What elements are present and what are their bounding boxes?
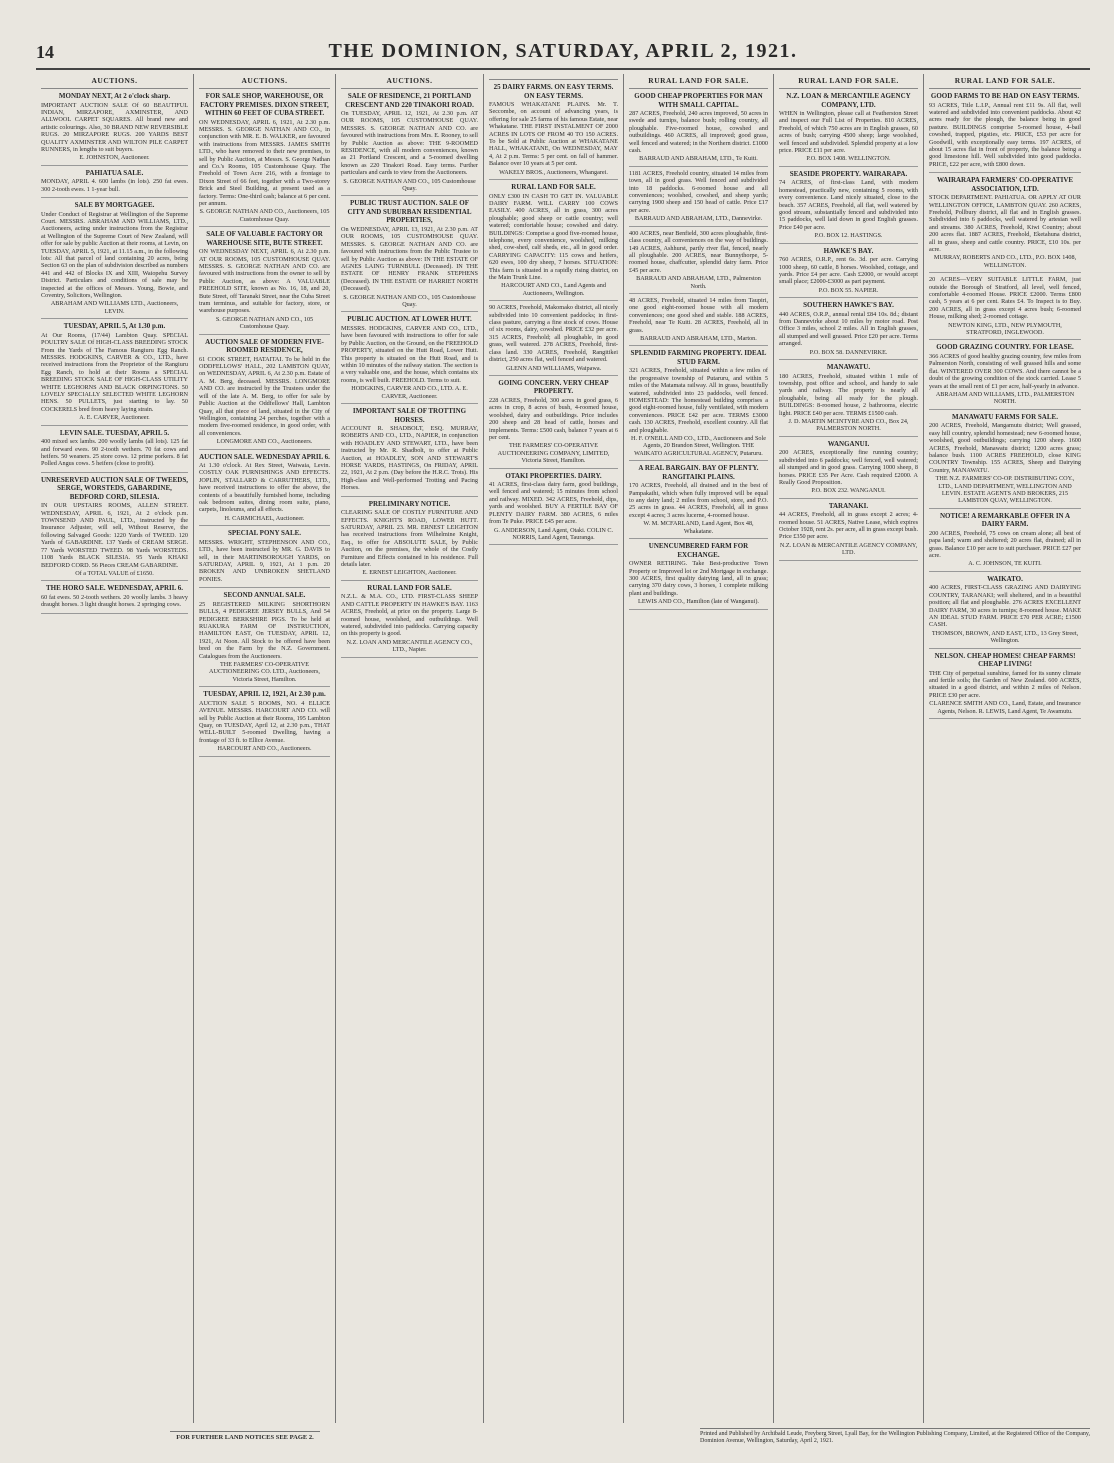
masthead (36, 40, 1090, 66)
advertisement (41, 584, 188, 613)
advertisement (929, 652, 1081, 719)
ad-signature: LONGMORE AND CO., Auctioneers. (216, 438, 313, 446)
ad-body: 228 ACRES, Freehold, 300 acres in good grass, 6 acres in crop, 8 acres of bush, 4-roomed house, woolshed, dairy and outbuildings. Price includes 200 sheep and 28 head of cattle, horses and implements. Terms: £500 cash, balance 7 years at 6 per cent. (489, 396, 618, 441)
column-heading: AUCTIONS. (341, 74, 478, 89)
advertisement (929, 343, 1081, 409)
advertisement (341, 199, 478, 312)
ad-title: NELSON. CHEAP HOMES! CHEAP FARMS! CHEAP LIVING! (934, 651, 1076, 669)
ad-body: 61 COOK STREET, HATAITAI. To be held in the ODDFELLOWS' HALL, 202 LAMBTON QUAY, on WEDNESDAY, APRIL 6, At 2.30 p.m. Estate of A. M. Berg, deceased. MESSRS. LONGMORE AND CO. are instructed by the Trustees under the will of the late A. M. Berg, to offer for sale by Public Auction at the Oddfellows' Hall, Lambton Quay, all that piece of land, situated in the City of Wellington, containing 24 perches, together with a modern five-roomed residence, in good order, with all conveniences. (199, 355, 330, 437)
ad-signature: H. F. O'NEILL AND CO., LTD., Auctioneers and Sole Agents, 20 Brandon Street, Wellington. THE WAIKATO AGRICULTURAL AGENCY, Putaruru. (631, 435, 766, 457)
advertisement (199, 92, 330, 227)
ad-body: At Our Rooms, (17/44) Lambton Quay. SPECIAL POULTRY SALE Of HIGH-CLASS BREEDING STOCK From the Yards of The Famous Rangiuru Egg Ranch. MESSRS. HODGKINS, CARVER & CO., LTD., have received instructions from the Proprietor of the Rangiuru Egg Ranch, to hold at their Rooms a SPECIAL BREEDING STOCK SALE OF HIGH-CLASS UTILITY WHITE LEGHORNS AND BLACK ORPINGTONS. 50 LOVELY SPECIALLY SELECTED WHITE LEGHORN HENS. 50 PULLETS, just starting to lay. 50 COCKERELS bred from heavy laying strain. (41, 331, 188, 413)
advertisement (779, 170, 918, 244)
ad-body: ONLY £300 IN CASH TO GET IN. VALUABLE DAIRY FARM. WILL CARRY 100 COWS EASILY. 400 ACRES, all in grass, 300 acres ploughable; good sheep or cattle country; well watered; comfortable house; cowshed and dairy. BUILDINGS: Comprise a good five-roomed house, telephone, every convenience, woolshed, milking shed, cow-shed, calf sheds, etc., all in good order. CARRYING CAPACITY: 115 cows and heifers, 620 ewes, 100 dry sheep, 7 horses. SITUATION: This farm is situated in a rapidly rising district, on the Main Trunk Line. (489, 192, 618, 282)
ad-title: PUBLIC AUCTION. AT LOWER HUTT. (347, 315, 472, 324)
ad-body: 400 ACRES, FIRST-CLASS GRAZING AND DAIRYING COUNTRY, TARANAKI; well sheltered, and in a beautiful position; all flat and ploughable. 276 ACRES EXCELLENT DAIRY FARM, 30 acres in turnips; 8-roomed house. MAKE AN IDEAL STUD FARM. PRICE £70 PER ACRE; £1500 CASH. (929, 584, 1081, 629)
column-2 (194, 74, 336, 1423)
advertisement (779, 92, 918, 167)
ad-body: ON WEDNESDAY, APRIL 6, 1921, At 2.30 p.m. MESSRS. S. GEORGE NATHAN AND CO., in conjunction with MR. E. B. WALKER, are favoured with instructions from MESSRS. JAMES SMITH LTD., who have removed to their new premises, to sell by Public Auction, at Messrs. S. George Nathan and Co.'s Rooms, 105 Customhouse Quay. The Freehold of Town Acre 216, with a frontage to Dixon Street of 66 feet, together with a Two-storey Brick and Steel Building, at present used as a factory. Terms: One-third cash; balance at 6 per cent. per annum. (199, 118, 330, 207)
ad-signature: THE N.Z. FARMERS' CO-OP. DISTRIBUTING COY., LTD., LAND DEPARTMENT, WELLINGTON AND LEVIN. ESTATE AGENTS AND BROKERS, 215 LAMBTON QUAY, WELLINGTON. (935, 475, 1075, 505)
advertisement (41, 169, 188, 198)
imprint: Printed and Published by Archibald Leude, Freyberg Street, Lyall Bay, for the Wellington Publishing Company, Limited, at the Registered Office of the Company, Dominion Avenue, Wellington, Saturday, April 2, 1921. (700, 1428, 1090, 1445)
ad-signature: THE FARMERS' CO-OPERATIVE AUCTIONEERING COMPANY, LIMITED, Victoria Street, Hamilton. (497, 442, 610, 465)
ad-signature: S. GEORGE NATHAN AND CO., 105 Customhouse Quay. (343, 293, 476, 309)
advertisement (341, 92, 478, 196)
ad-body: 41 ACRES, first-class dairy farm, good buildings, well fenced and watered; 15 minutes from school and railway. MIXED. 342 ACRES, Freehold, dips, yards and woolshed. BUY A FERTILE BAY OF PLENTY DAIRY FARM. 380 ACRES, 6 miles from Te Puke. PRICE £45 per acre. (489, 481, 618, 526)
advertisement (341, 584, 478, 658)
ad-body: MESSRS. HODGKINS, CARVER AND CO., LTD., have been favoured with instructions to offer for sale by Public Auction, on the Ground, on the FREEHOLD PROPERTY, situated on the Hutt Road, Lower Hutt. This property is situated on the Hutt Road, and is within 10 minutes of the railway station. The section is a very valuable one, and the house, which contains six rooms, is well built. FREEHOLD. Terms to suit. (341, 324, 478, 384)
advertisement (929, 413, 1081, 509)
further-notices-note: FOR FURTHER LAND NOTICES SEE PAGE 2. (170, 1431, 320, 1441)
ad-signature: P.O. BOX 232. WANGANUI. (811, 487, 886, 495)
advertisement (489, 304, 618, 376)
ad-title: NOTICE! A REMARKABLE OFFER IN A DAIRY FARM. (939, 511, 1071, 529)
ad-title: TARANAKI. (828, 501, 869, 510)
ad-title: A REAL BARGAIN. BAY OF PLENTY. RANGITAIKI PLAINS. (638, 464, 759, 481)
advertisement (929, 512, 1081, 572)
ad-title: WAIKATO. (987, 574, 1023, 583)
column-heading: AUCTIONS. (199, 74, 330, 89)
advertisement (199, 453, 330, 527)
advertisement (41, 92, 188, 166)
ad-title: MANAWATU. (826, 363, 871, 372)
advertisement (199, 690, 330, 756)
ad-signature: P.O. BOX 58. DANNEVIRKE. (809, 348, 888, 356)
page-number: 14 (36, 42, 54, 62)
advertisement (629, 170, 768, 227)
ad-signature: WAKELY BROS., Auctioneers, Whangarei. (499, 168, 608, 176)
column-3 (336, 74, 484, 1423)
ad-title: GOING CONCERN. VERY CHEAP PROPERTY. (498, 378, 609, 396)
ad-signature: Of a TOTAL VALUE of £1650. (75, 569, 154, 577)
advertisement (779, 440, 918, 499)
ad-title: RURAL LAND FOR SALE. (367, 583, 452, 592)
ad-body: ON WEDNESDAY NEXT, APRIL 6, At 2.30 p.m. AT OUR ROOMS, 105 CUSTOMHOUSE QUAY. MESSRS. S. GEORGE NATHAN AND CO. are favoured with instructions from the owner to sell by Public Auction, as above: A VALUABLE FREEHOLD SITE, known as No. 16, 18, and 20, Bute Street, off Taranaki Street, near the Cuba Street tram terminus, and suitable for factory, store, or warehouse purposes. (199, 248, 330, 315)
ad-signature: J. D. MARTIN MCINTYRE AND CO., Box 24, PALMERSTON NORTH. (788, 418, 909, 433)
ad-body: 200 ACRES, Freehold, Mangamutu district; Well grassed, easy hill country, splendid homestead; new 6-roomed house, woolshed, good outbuildings; carrying 1200 sheep. 1600 ACRES, Freehold, Manawatu district; 1200 acres grass; balance bush. 1100 ACRES FREEHOLD, close KING COUNTRY Township. 155 ACRES, Sheep and Dairying Country, MANAWATU. (929, 422, 1081, 474)
ad-signature: H. CARMICHAEL, Auctioneer. (224, 514, 305, 522)
advertisement (341, 407, 478, 497)
ad-title: SALE OF RESIDENCE, 21 PORTLAND CRESCENT AND 220 TINAKORI ROAD. (345, 92, 474, 109)
ad-body: 180 ACRES, Freehold, situated within 1 mile of township, post office and school, and handy to sale yards and railway. The property is nearly all ploughable, being all ready for the plough. BUILDINGS: 8-roomed house, 2 bathrooms, electric light. PRICE £40 per acre. TERMS £1500 cash. (779, 372, 918, 417)
ad-body: OWNER RETIRING. Take Best-productive Town Property or Improved lot or 2nd Mortgage in exchange. 300 ACRES, first quality dairying land, all in grass; carrying 370 dairy cows, 3 horses, 1 complete milking plant and buildings. (629, 560, 768, 597)
advertisement (629, 297, 768, 346)
ad-signature: E. JOHNSTON, Auctioneer. (79, 154, 150, 162)
ad-body: 170 ACRES, Freehold, all drained and in the best of Pampakaihi, which when fully improved will be equal to any dairy land; 2 miles from school, store, and P.O. 25 acres in grass. 44 ACRES, Freehold, all in grass except 4 acres; 3 acres lucerne, 4-roomed house. (629, 482, 768, 519)
ad-title: PUBLIC TRUST AUCTION. SALE OF CITY AND SUBURBAN RESIDENTIAL PROPERTIES, (347, 199, 472, 225)
advertisement (489, 472, 618, 546)
ad-body: 20 ACRES—VERY SUITABLE LITTLE FARM, just outside the Borough of Stratford, all level, well fenced, comfortable 4-roomed House. PRICE £2000. Terms £800 cash, 5 years at 6 per cent. Rates £4. To Inspect is to Buy. 200 ACRES, all in grass except 4 acres bush; 6-roomed House, milking shed; 2-roomed cottage. (929, 276, 1081, 321)
ad-signature: HARCOURT AND CO., Land Agents and Auctioneers, Wellington. (501, 282, 606, 297)
ad-title: AUCTION SALE OF MODERN FIVE-ROOMED RESIDENCE, (205, 337, 324, 355)
ad-title: TUESDAY, APRIL 5, At 1.30 p.m. (63, 322, 166, 331)
ad-body: 440 ACRES, O.R.P., annual rental £84 10s. 8d.; distant from Dannevirke about 10 miles by motor road. Post Office 3 miles, school 2 miles. All in English grasses, all stumped and well grassed. Price £20 per acre. Terms arranged. (779, 310, 918, 348)
column-6 (774, 74, 924, 1423)
ad-title: IMPORTANT SALE OF TROTTING HORSES. (352, 407, 467, 424)
advertisement (629, 230, 768, 294)
advertisement (929, 276, 1081, 340)
advertisement (629, 92, 768, 167)
column-1 (36, 74, 194, 1423)
ad-signature: BARRAUD AND ABRAHAM, LTD., Palmerston North. (636, 275, 761, 290)
column-4 (484, 74, 624, 1423)
ad-title: 25 DAIRY FARMS. ON EASY TERMS. ON EASY TERMS. (493, 83, 614, 100)
ad-signature: N.Z. LOAN & MERCANTILE AGENCY COMPANY, LTD. (779, 541, 918, 557)
advertisement (41, 322, 188, 425)
advertisement (489, 83, 618, 180)
ad-signature: S. GEORGE NATHAN AND CO., Auctioneers, 105 Customhouse Quay. (199, 208, 330, 223)
ad-body: 400 mixed sex lambs. 200 woolly lambs (all lots). 125 fat and forward ewes. 90 2-tooth wethers. 70 fat cows and heifers. 50 weaners. 25 store cows. 12 prime porkers. 8 fat Polled Angus cows. 5 heifers (close to profit). (41, 438, 188, 468)
ad-title: AUCTION SALE. WEDNESDAY APRIL 6. (199, 452, 330, 461)
ad-signature: A. E. CARVER, Auctioneer. (79, 414, 150, 422)
masthead-rule (36, 68, 1090, 70)
ad-body: 366 ACRES of good healthy grazing country, few miles from Palmerston North, consisting of well grassed hills and some flat. WINTERED OVER 300 COWS. And there cannot be a doubt of the growing condition of the stock carried. Lease 5 years at the small rent of £1 per acre, half-yearly in advance. (929, 352, 1081, 390)
ad-signature: CLARENCE SMITH AND CO., Land, Estate, and Insurance Agents, Nelson. R. LEWIS, Land Agent, Te Awamutu. (929, 700, 1081, 715)
ad-body: 200 ACRES, Freehold, 75 cows on cream alone; all best of papa land; warm and sheltered; 20 acres flat, drained; all in grass. Balance £10 per acre to suit purchaser. PRICE £27 per acre. (929, 529, 1081, 559)
ad-title: SPECIAL PONY SALE. (227, 529, 302, 538)
ad-title: PAHIATUA SALE. (85, 168, 144, 177)
column-heading: AUCTIONS. (41, 74, 188, 89)
ad-signature: THOMSON, BROWN, AND EAST, LTD., 13 Grey Street, Wellington. (931, 629, 1079, 645)
advertisement (489, 183, 618, 301)
ad-body: 200 ACRES, exceptionally fine running country; subdivided into 6 paddocks; well fenced, well watered; all stumped and in good grass. Carrying 1000 sheep, 8 horses. PRICE £35 Per Acre. Cash required £2000. A Really Good Proposition. (779, 449, 918, 486)
ad-title: GOOD FARMS TO BE HAD ON EASY TERMS. (930, 92, 1080, 100)
ad-title: FOR SALE SHOP, WAREHOUSE, OR FACTORY PREMISES. DIXON STREET, WITHIN 60 FEET OF CUBA STREET. (200, 92, 329, 117)
advertisement (199, 529, 330, 588)
ad-signature: S. GEORGE NATHAN AND CO., 105 Customhouse Quay. (343, 177, 476, 193)
column-heading (489, 74, 618, 80)
advertisement (489, 379, 618, 469)
ad-body: 60 fat ewes. 50 2-tooth wethers. 20 woolly lambs. 3 heavy draught horses. 3 light draught horses. 2 springing cows. (41, 593, 188, 609)
ad-body: 1181 ACRES, Freehold country, situated 14 miles from town, all in good grass. Well fenced and subdivided into 18 paddocks. 6-roomed house and all conveniences; woolshed, cowshed, and sheep yards; carrying 1900 sheep and 150 head of cattle. Price £17 per acre. (629, 169, 768, 214)
ad-body: FAMOUS WHAKATANE PLAINS. Mr. T. Seccombe, on account of advancing years, is offering for sale 25 farms of his famous Estate, near Whakatane. THE FIRST INSTALMENT OF 2000 ACRES IN LOTS OF FROM 40 TO 150 ACRES. To be Sold at Public Auction at WHAKATANE HALL, WHAKATANE, On WEDNESDAY, MAY 4, At 2 p.m. Terms: 5 per cent. on fall of hammer. Balance over 10 years at 5 per cent. (489, 101, 618, 168)
ad-body: AUCTION SALE 5 ROOMS, NO. 4 ELLICE AVENUE. MESSRS. HARCOURT AND CO. will sell by Public Auction at their Rooms, 195 Lambton Quay, on TUESDAY, April 12, at 2.30 p.m., THAT WELL-BUILT 5-roomed Dwelling, having a frontage of 33 ft. to Ellice Avenue. (199, 699, 330, 744)
advertisement (199, 591, 330, 687)
ad-title: SOUTHERN HAWKE'S BAY. (803, 301, 894, 310)
ad-title: OTAKI PROPERTIES. DAIRY. (505, 471, 602, 480)
ad-title: HAWKE'S BAY. (823, 246, 874, 255)
ad-body: On TUESDAY, APRIL 12, 1921, At 2.30 p.m. AT OUR ROOMS, 105 CUSTOMHOUSE QUAY. MESSRS. S. GEORGE NATHAN AND CO. are favoured with instructions from Mrs. E. Rooney, to sell by Public Auction as above: THE 9-ROOMED RESIDENCE, with all modern conveniences, known as 21 Portland Crescent, and a 5-roomed dwelling known as 220 Tinakori Road. Easy terms. Further particulars and cards to view from the Auctioneers. (341, 110, 478, 177)
advertisement (629, 464, 768, 539)
ad-signature: ABRAHAM AND WILLIAMS, LTD., PALMERSTON NORTH. (935, 391, 1075, 406)
ad-body: IN OUR UPSTAIRS ROOMS, ALLEN STREET. WEDNESDAY, APRIL 6, 1921, At 2 o'clock p.m. TOWNSEND AND PAUL, LTD., instructed by the Insurance Adjuster, will sell, Without Reserve, the following Salvaged Goods: 1220 Yards of TWEED. 120 Yards of GABARDINE. 137 Yards of CREAM SERGE. 77 Yards WORSTED TWEED. 98 Yards WORSTEDS. 1108 Yards BLACK SILESIA. 95 Yards KHAKI BEDFORD CORD. 56 Pieces CREAM GABARDINE. (41, 502, 188, 569)
ad-signature: W. M. MCFARLAND, Land Agent, Box 48, Whakatane. (643, 520, 754, 535)
ad-signature: MURRAY, ROBERTS AND CO., LTD., P.O. BOX 1408, WELLINGTON. (933, 254, 1077, 269)
ad-body: ACCOUNT R. SHADBOLT, ESQ. MURRAY, ROBERTS AND CO., LTD., NAPIER, in conjunction with HOADLEY AND STEWART, LTD., have been instructed by Mr. R. Shadbolt, to offer at Public Auction, at HOADLEY, SON AND STEWART'S HORSE YARDS, HASTINGS, On FRIDAY, APRIL 22, 1921, At 2 p.m. (Day before the H.R.C. Trots). His High-class and Well-performed Trotting and Pacing Horses. (341, 425, 478, 492)
ad-signature: THE FARMERS' CO-OPERATIVE AUCTIONEERING CO. LTD., Auctioneers, Victoria Street, Hamilton. (209, 660, 320, 683)
ad-title: N.Z. LOAN & MERCANTILE AGENCY COMPANY, LTD. (786, 92, 911, 109)
ad-title: TUESDAY, APRIL 12, 1921, At 2.30 p.m. (203, 690, 326, 699)
columns (36, 74, 1090, 1423)
ad-title: GOOD GRAZING COUNTRY. FOR LEASE. (936, 343, 1074, 352)
advertisement (779, 301, 918, 360)
ad-signature: GLENN AND WILLIAMS, Waipawa. (505, 364, 602, 372)
ad-body: CLEARING SALE OF COSTLY FURNITURE AND EFFECTS. KNIGHT'S ROAD, LOWER HUTT. SATURDAY, APRIL 23. MR. ERNEST LEIGHTON has received instructions from Wilhelmine Knight, Esq., to offer for ABSOLUTE SALE, by Public Auction, on the premises, the whole of the Costly Furniture and Effects contained in his residence. Full details later. (341, 509, 478, 568)
column-5 (624, 74, 774, 1423)
ad-title: WAIRARAPA FARMERS' CO-OPERATIVE ASSOCIATION, LTD. (936, 176, 1074, 193)
ad-signature: N.Z. LOAN AND MERCANTILE AGENCY CO., LTD., Napier. (346, 638, 473, 654)
ad-body: STOCK DEPARTMENT. PAHIATUA. OR APPLY AT OUR WELLINGTON OFFICE, LAMBTON QUAY. 260 ACRES, Freehold, Pollbury district, all flat and in English grasses. Subdivided into 6 paddocks, well watered by artesian well and streams. 380 ACRES, Freehold, Kiwi Country; about 200 acres flat. 1887 ACRES, Freehold, Eketahuna district, all in grass, sheep and cattle country. PRICE, £10 10s. per acre. (929, 194, 1081, 253)
advertisement (779, 363, 918, 437)
ad-body: 93 ACRES, Title L.I.P., Annual rent £11 9s. All flat, well watered and subdivided into convenient paddocks. About 42 acres ready for the plough, the balance being in good pasture. BUILDINGS comprise 5-roomed house, 4-bail cowshed, trapped, pigsties, etc. PRICE, £53 per acre for Goodwill, with exceptionally easy terms. 197 ACRES, of about 15 acres flat in front of property, the balance being a good limestone hill. Well subdivided into good paddocks. PRICE, £22 per acre, with £800 down. (929, 101, 1081, 168)
ad-signature: BARRAUD AND ABRAHAM, LTD., Te Kuiti. (639, 155, 758, 163)
ad-signature: A. C. JOHNSON, TE KUITI. (968, 560, 1042, 568)
ad-title: UNENCUMBERED FARM FOR EXCHANGE. (648, 542, 749, 559)
advertisement (629, 349, 768, 461)
advertisement (341, 500, 478, 581)
ad-signature: BARRAUD AND ABRAHAM, LTD., Marton. (640, 334, 757, 342)
advertisement (629, 542, 768, 609)
advertisement (199, 230, 330, 334)
ad-signature: P.O. BOX 1408. WELLINGTON. (806, 155, 891, 163)
ad-body: IMPORTANT AUCTION SALE Of 60 BEAUTIFUL INDIAN, MIRZAPORE, AXMINSTER, AND ALLWOOL CARPET SQUARES. All brand new and artistic colourings. Also, 30 BRAND NEW REVERSIBLE RUGS. 20 MIRZAPORE RUGS. 200 YARDS BEST QUALITY AXMINSTER AND WILTON PILE CARPET RUNNERS, in lengths to suit buyers. (41, 101, 188, 153)
advertisement (929, 92, 1081, 173)
ad-body: WHEN in Wellington, please call at Featherston Street and inspect our Full List of Properties. 810 ACRES, Freehold, of which 750 acres are in English grasses, 60 acres of bush; carrying 4500 sheep; large woolshed, well fenced and subdivided. Splendid property at a low price. PRICE £11 per acre. (779, 110, 918, 155)
ad-body: 48 ACRES, Freehold, situated 14 miles from Taupiri, one good eight-roomed house with all modern conveniences; one good shed and stable. 188 ACRES, Freehold, near Te Kuiti. 28 ACRES, Freehold, all in grass. (629, 296, 768, 334)
column-7 (924, 74, 1086, 1423)
ad-title: MONDAY NEXT, At 2 o'clock sharp. (58, 92, 171, 100)
column-heading: RURAL LAND FOR SALE. (779, 74, 918, 89)
newspaper-title: THE DOMINION, SATURDAY, APRIL 2, 1921. (328, 40, 798, 62)
advertisement (779, 247, 918, 299)
ad-signature: E. ERNEST LEIGHTON, Auctioneer. (362, 569, 457, 577)
ad-title: UNRESERVED AUCTION SALE OF TWEEDS, SERGE, WORSTEDS, GABARDINE, BEDFORD CORD, SILESIA. (41, 475, 188, 501)
ad-signature: P.O. BOX 55. NAPIER. (818, 286, 879, 294)
advertisement (929, 176, 1081, 273)
ad-signature: HARCOURT AND CO., Auctioneers. (217, 745, 312, 753)
ad-title: THE HORO SALE. WEDNESDAY, APRIL 6. (45, 584, 184, 593)
ad-signature: S. GEORGE NATHAN AND CO., 105 Customhouse Quay. (215, 315, 314, 331)
ad-body: 90 ACRES, Freehold, Makomako district, all nicely subdivided into 10 convenient paddocks; in first-class pasture, carrying a fine stock of cows. House of six rooms, dairy, cowshed. PRICE £32 per acre. 315 ACRES, Freehold; all ploughable, in good grass, well watered. 278 ACRES, Freehold, first-class land. 330 ACRES, Freehold, Rangitikei district, 250 acres flat, well fenced and watered. (489, 304, 618, 364)
ad-signature: NEWTON KING, LTD., NEW PLYMOUTH, STRATFORD, INGLEWOOD. (948, 321, 1062, 337)
advertisement (929, 575, 1081, 649)
ad-body: 400 ACRES, near Benfield, 300 acres ploughable, first-class country, all conveniences on the way of buildings. 149 ACRES, Ashhurst, partly river flat, fenced, nearly all ploughable. 200 ACRES, near Bunnythorpe, 5-roomed house, chaffcutter, splendid dairy farm. Price £45 per acre. (629, 229, 768, 274)
ad-body: On WEDNESDAY, APRIL 13, 1921, At 2.30 p.m. AT OUR ROOMS, 105 CUSTOMHOUSE QUAY. MESSRS. S. GEORGE NATHAN AND CO. are favoured with instructions from the Public Trustee to sell by Public Auction as above: IN THE ESTATE OF AGNES LAING TURNBULL (Deceased). IN THE ESTATE OF HENRY FRANK STEPHENS (Deceased). IN THE ESTATE OF HARRIET NORTH (Deceased). (341, 225, 478, 293)
ad-body: 321 ACRES, Freehold, situated within a few miles of the progressive township of Putaruru, and within 5 miles of the Matamata railway. All in grass, beautifully watered, subdivided into 23 paddocks, well fenced. HOMESTEAD: The homestead building comprises a good eight-roomed house, fully ventilated, with modern conveniences. PRICE £42 per acre. TERMS £3000 cash. 130 ACRES, Freehold, excellent country. All flat and ploughable. (629, 367, 768, 434)
ad-signature: G. ANDERSON, Land Agent, Otaki. COLIN C. NORRIS, Land Agent, Tauranga. (493, 526, 614, 541)
advertisement (41, 476, 188, 582)
advertisement (341, 315, 478, 404)
advertisement (41, 429, 188, 473)
advertisement (779, 502, 918, 561)
ad-body: At 1.30 o'clock. At Rex Street, Waiwaia, Levin. COSTLY OAK FURNISHINGS AND EFFECTS. JOPLIN, STALLARD & CARRUTHERS, LTD., have received instructions to offer the above, the contents of a beautifully furnished home, including oak bedroom suites, dining room suite, piano, carpets, linoleums, and all effects. (199, 462, 330, 514)
ad-body: 25 REGISTERED MILKING SHORTHORN BULLS, 4 PEDIGREE JERSEY BULLS, And 54 PEDIGREE BERKSHIRE PIGS. To be held at RUAKURA FARM OF INSTRUCTION, HAMILTON EAST, On TUESDAY, APRIL 12, 1921, At Noon. All Stock to be offered have been bred on the Farm by the N.Z. Government. Catalogues from the Auctioneers. (199, 600, 330, 660)
ad-title: WANGANUI. (827, 439, 870, 448)
ad-title: MANAWATU FARMS FOR SALE. (952, 412, 1058, 421)
ad-body: MONDAY, APRIL 4. 600 lambs (in lots). 250 fat ewes. 300 2-tooth ewes. 1 1-year bull. (41, 178, 188, 193)
ad-title: SECOND ANNUAL SALE. (223, 591, 306, 600)
ad-title: PRELIMINARY NOTICE. (368, 499, 451, 508)
ad-body: MESSRS. WRIGHT, STEPHENSON AND CO., LTD., have been instructed by MR. G. DAVIS to sell, in their MARTINBOROUGH YARDS, on SATURDAY, APRIL 9, 1921, At 1 p.m. 20 BROKEN AND UNBROKEN SHETLAND PONIES. (199, 538, 330, 583)
advertisement (41, 201, 188, 319)
ad-signature: HODGKINS, CARVER AND CO., LTD. A. E. CARVER, Auctioneer. (351, 385, 468, 400)
ad-signature: BARRAUD AND ABRAHAM, LTD., Dannevirke. (634, 215, 763, 223)
ad-body: Under Conduct of Registrar at Wellington of the Supreme Court. MESSRS. ABRAHAM AND WILLIAMS, LTD., Auctioneers, acting under instructions from the Registrar at Wellington of the Supreme Court of New Zealand, will offer for sale by public Auction at their rooms, at Levin, on TUESDAY, APRIL 5, 1921, at 11.15 a.m., in the following lots: All that parcel of land containing 20 acres, being Section 63 on the plan of subdivision described as numbers 441 and 442 of Blocks IX and XIII, Waiopehu Survey District. Particulars and conditions of sale may be inspected at the offices of Messrs. Young, Bowie, and Coventry, Solicitors, Wellington. (41, 210, 188, 300)
advertisement (199, 338, 330, 450)
ad-title: LEVIN SALE. TUESDAY, APRIL 5. (59, 428, 170, 437)
ad-body: 287 ACRES, Freehold, 240 acres improved, 50 acres in swede and turnips, balance bush; rolling country, all ploughable. Five-roomed house, cowshed and outbuildings. 460 ACRES, all improved; good grass, well fenced and watered; in the Northern district. £1000 cash. (629, 110, 768, 155)
ad-signature: P.O. BOX 12. HASTINGS. (814, 232, 883, 240)
ad-title: RURAL LAND FOR SALE. (511, 183, 596, 192)
ad-title: SALE OF VALUABLE FACTORY OR WAREHOUSE SITE, BUTE STREET. (206, 230, 323, 247)
ad-title: GOOD CHEAP PROPERTIES FOR MAN WITH SMALL CAPITAL. (634, 92, 763, 109)
ad-body: 760 ACRES, O.R.P., rent 6s. 3d. per acre. Carrying 1000 sheep, 60 cattle, 8 horses. Woolshed, cottage, and yards. Price £4 per acre. Cash £2000, or would accept small place; £2000-£3000 as part payment. (779, 256, 918, 286)
ad-title: SALE BY MORTGAGEE. (74, 201, 155, 210)
column-heading: RURAL LAND FOR SALE. (629, 74, 768, 89)
ad-body: THE City of perpetual sunshine, famed for its sunny climate and fertile soils; the Garden of New Zealand. 600 ACRES, situated in a good district, and within 2 miles of Nelson. PRICE £30 per acre. (929, 669, 1081, 699)
column-heading: RURAL LAND FOR SALE. (929, 74, 1081, 89)
ad-body: 74 ACRES, of first-class Land, with modern homestead, practically new, containing 5 rooms, with every convenience. Land nicely situated, close to the beach. 357 ACRES, Freehold, all flat, well watered by good stream, substantially fenced and subdivided into 15 paddocks, well laid down in good English grasses. Price £40 per acre. (779, 179, 918, 231)
ad-body: N.Z.L. & M.A. CO., LTD. FIRST-CLASS SHEEP AND CATTLE PROPERTY IN HAWKE'S BAY. 1163 ACRES, Freehold, at price on the property. Large 8-roomed house, woolshed, and outbuildings. Well watered, subdivided into paddocks. Carrying capacity on this property is good. (341, 593, 478, 638)
ad-signature: ABRAHAM AND WILLIAMS LTD., Auctioneers, LEVIN. (50, 300, 179, 315)
ad-body: 44 ACRES, Freehold, all in grass except 2 acres; 4-roomed house. 51 ACRES, Native Lease, which expires October 1928, rent 2s. per acre, all in grass except bush. Price £350 per acre. (779, 511, 918, 541)
ad-title: SEASIDE PROPERTY. WAIRARAPA. (789, 169, 908, 178)
ad-signature: LEWIS AND CO., Hamilton (late of Wanganui). (638, 598, 759, 606)
ad-title: SPLENDID FARMING PROPERTY. IDEAL STUD FARM. (630, 349, 767, 366)
